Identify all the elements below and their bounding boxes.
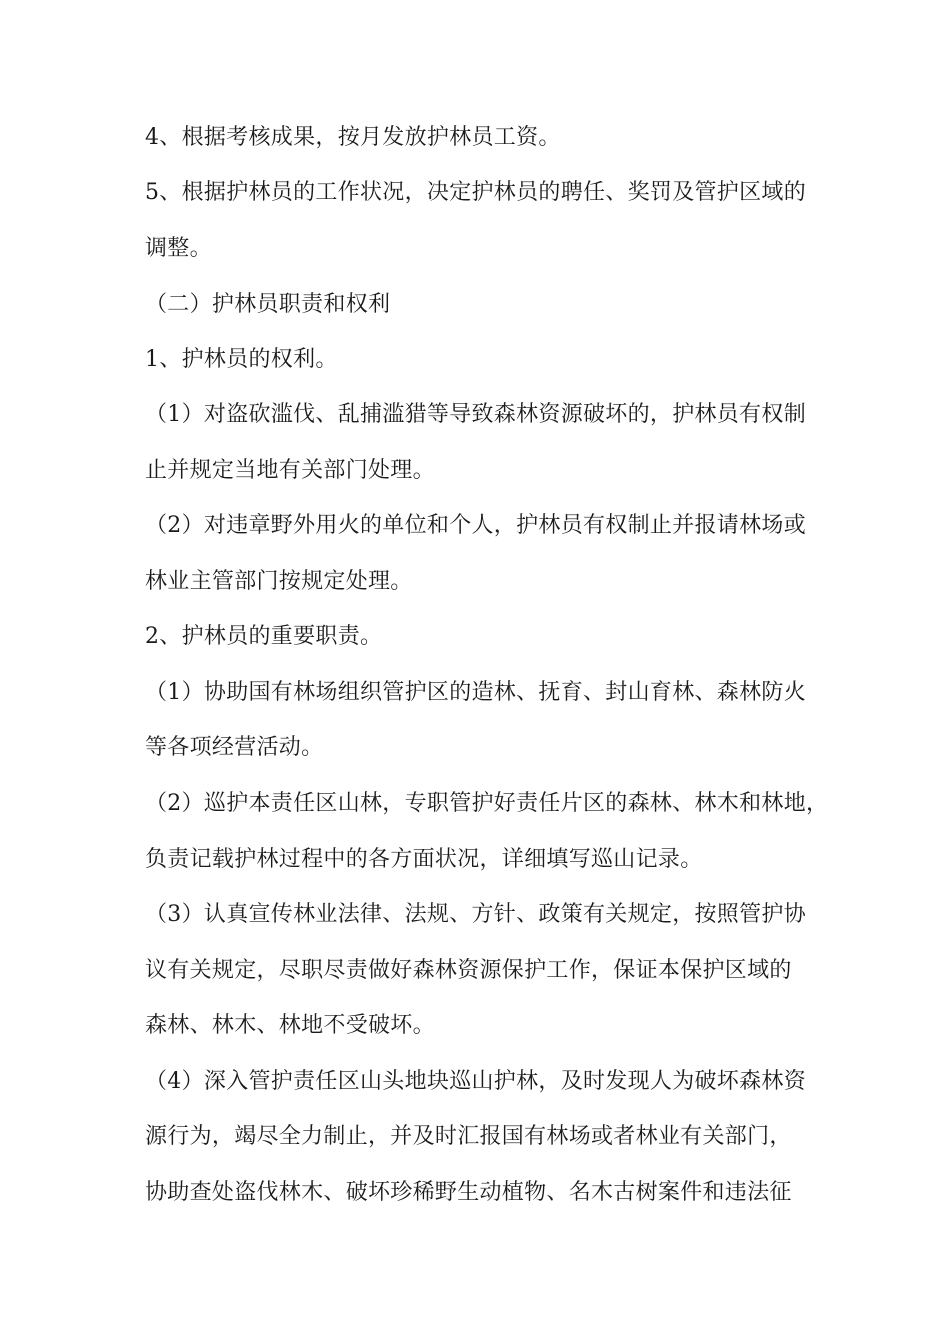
subheading-rights: 1、护林员的权利。 xyxy=(145,347,338,372)
text-line-item-4: 4、根据考核成果，按月发放护林员工资。 xyxy=(145,125,561,150)
text-line-right-1-cont: 止并规定当地有关部门处理。 xyxy=(145,458,435,483)
text-line-duty-1-cont: 等各项经营活动。 xyxy=(145,735,324,760)
text-line-duty-3-cont-2: 森林、林木、林地不受破坏。 xyxy=(145,1013,435,1038)
text-line-duty-1: （1）协助国有林场组织管护区的造林、抚育、封山育林、森林防火 xyxy=(145,680,806,705)
text-line-duty-2-cont: 负责记载护林过程中的各方面状况，详细填写巡山记录。 xyxy=(145,847,703,872)
text-line-duty-4-cont-2: 协助查处盗伐林木、破坏珍稀野生动植物、名木古树案件和违法征 xyxy=(145,1180,792,1205)
subheading-duties: 2、护林员的重要职责。 xyxy=(145,624,383,649)
text-line-right-2: （2）对违章野外用火的单位和个人，护林员有权制止并报请林场或 xyxy=(145,513,806,538)
text-line-right-1: （1）对盗砍滥伐、乱捕滥猎等导致森林资源破坏的，护林员有权制 xyxy=(145,402,806,427)
section-heading-duties-rights: （二）护林员职责和权利 xyxy=(145,292,391,317)
text-line-duty-2: （2）巡护本责任区山林，专职管护好责任片区的森林、林木和林地， xyxy=(145,791,829,816)
text-line-item-5-cont: 调整。 xyxy=(145,236,212,261)
text-line-item-5: 5、根据护林员的工作状况，决定护林员的聘任、奖罚及管护区域的 xyxy=(145,180,806,205)
text-line-duty-4: （4）深入管护责任区山头地块巡山护林，及时发现人为破坏森林资 xyxy=(145,1069,806,1094)
text-line-right-2-cont: 林业主管部门按规定处理。 xyxy=(145,569,413,594)
text-line-duty-4-cont-1: 源行为，竭尽全力制止，并及时汇报国有林场或者林业有关部门， xyxy=(145,1124,792,1149)
text-line-duty-3: （3）认真宣传林业法律、法规、方针、政策有关规定，按照管护协 xyxy=(145,902,806,927)
text-line-duty-3-cont-1: 议有关规定，尽职尽责做好森林资源保护工作，保证本保护区域的 xyxy=(145,958,792,983)
